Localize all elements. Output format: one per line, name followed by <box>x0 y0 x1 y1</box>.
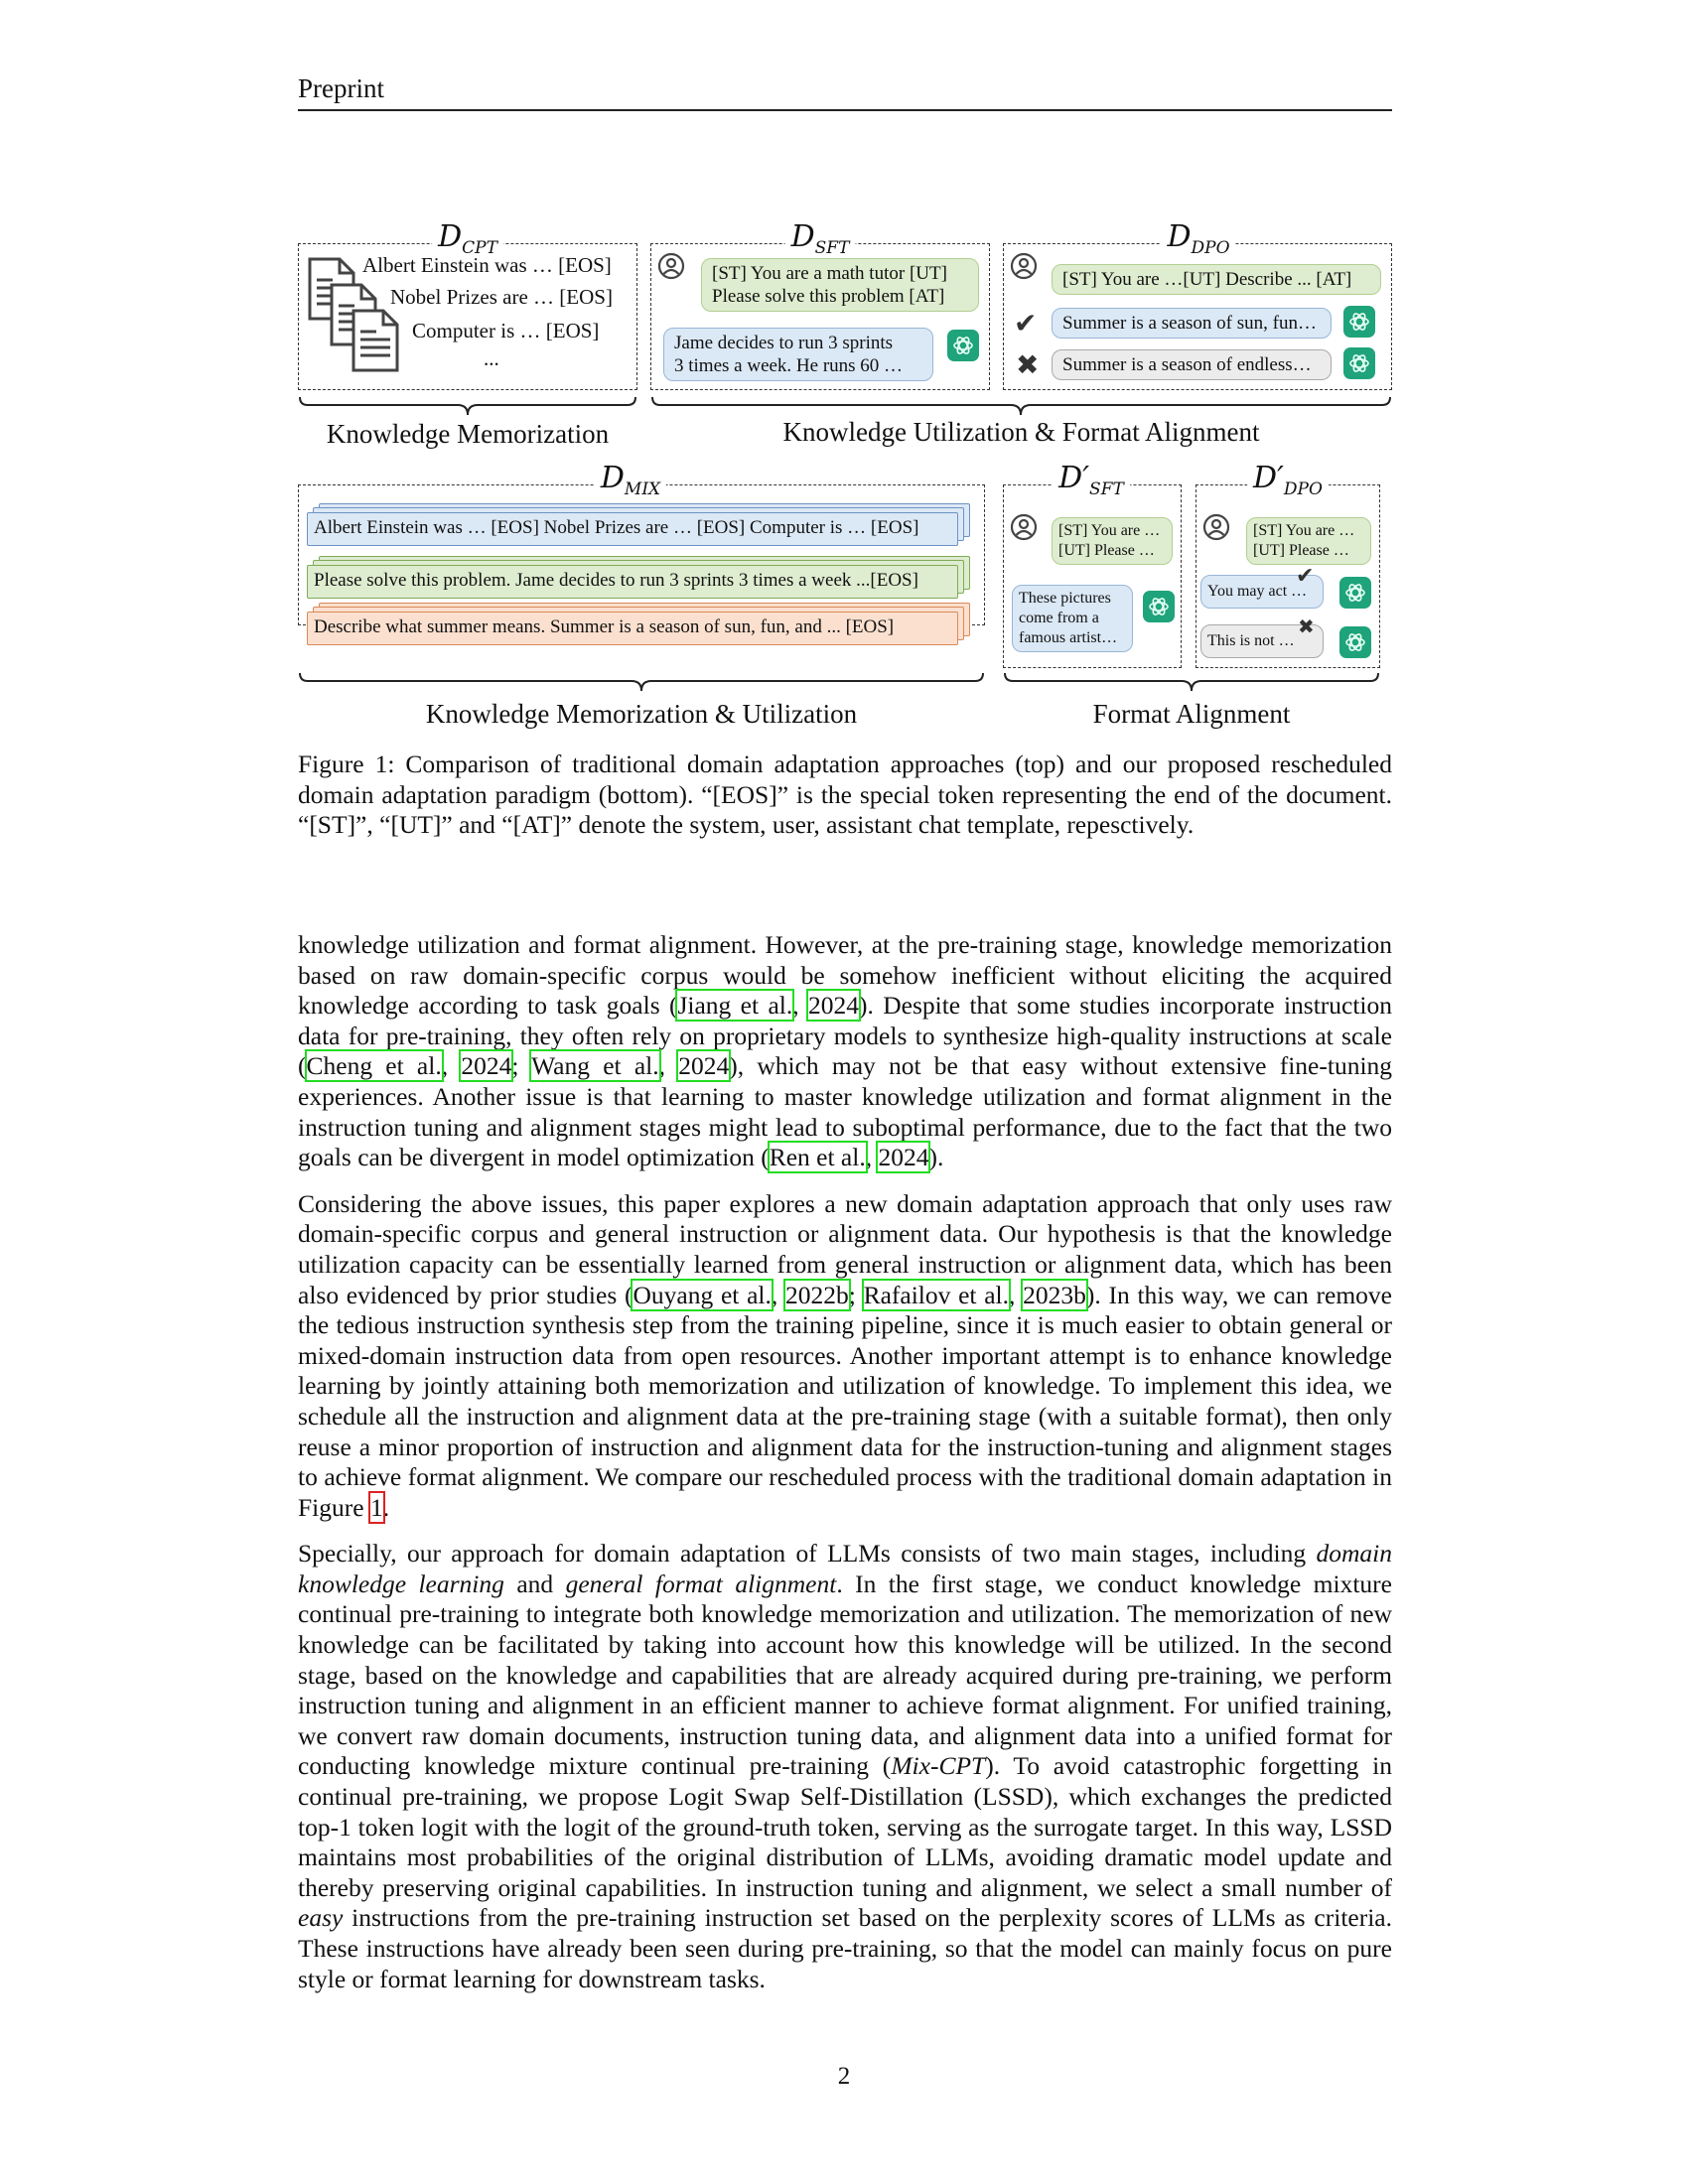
mix-stack-instruction <box>307 556 972 596</box>
chatgpt-icon <box>947 330 979 361</box>
brace-format-alignment <box>1003 671 1380 693</box>
mix-stack-alignment <box>307 609 972 648</box>
chatgpt-icon <box>1339 577 1371 609</box>
rejected-response-bubble: This is not … <box>1200 624 1324 658</box>
dataset-sft-label: $D_{SFT}$ <box>785 222 856 263</box>
dataset-cpt-box <box>298 219 637 390</box>
mix-row-alignment: Describe what summer means. Summer is a season of sun, fun, and ... [EOS] <box>307 612 958 645</box>
dataset-mix-box <box>298 461 985 637</box>
citation-link[interactable]: 2024 <box>461 1051 512 1081</box>
citation-link[interactable]: 2022b <box>784 1280 849 1309</box>
rejected-response-bubble: Summer is a season of endless… <box>1052 349 1332 380</box>
paragraph: knowledge utilization and format alignment. However, at the pre-training stage, knowledge memorization based on raw domain-specific corpus would be somehow inefficient without eliciting the acquired knowledge according to task goals (Jiang et al., 2024). Despite that some studies incorporate instruction data for pre-training, they often rely on proprietary models to synthesize high-quality instructions at scale (Cheng et al., 2024; Wang et al., 2024), which may not be that easy without extensive fine-tuning experiences. Another issue is that learning to master knowledge utilization and format alignment in the instruction tuning and alignment stages might lead to suboptimal performance, due to the fact that the two goals can be divergent in model optimization (Ren et al., 2024). <box>298 930 1393 1172</box>
figure-reference-link[interactable]: 1 <box>369 1492 383 1522</box>
dataset-mix-label: $D_{MIX}$ <box>595 464 666 504</box>
cross-icon: ✖ <box>1298 614 1315 638</box>
citation-link[interactable]: 2023b <box>1023 1280 1086 1309</box>
figure-1 <box>298 219 1392 745</box>
dpo-prompt-bubble: [ST] You are …[UT] Describe ... [AT] <box>1052 264 1381 295</box>
user-icon <box>1010 252 1038 280</box>
user-bubble: [ST] You are … [UT] Please … <box>1052 517 1173 565</box>
brace-label: Knowledge Memorization & Utilization <box>425 699 858 729</box>
dataset-dpo-prime-label: $D'_{DPO}$ <box>1247 464 1329 504</box>
cpt-doc-line: ... <box>484 346 499 370</box>
assistant-bubble: Jame decides to run 3 sprints 3 times a week. He runs 60 … <box>663 328 933 381</box>
citation-link[interactable]: Rafailov et al. <box>863 1280 1010 1309</box>
dataset-sft-box <box>650 219 990 390</box>
citation-link[interactable]: Ren et al. <box>769 1143 866 1172</box>
chatgpt-icon <box>1343 306 1375 338</box>
citation-link[interactable]: Cheng et al. <box>306 1051 442 1081</box>
chosen-response-bubble: You may act … <box>1200 575 1324 609</box>
header-rule <box>298 109 1392 111</box>
user-bubble: [ST] You are … [UT] Please … <box>1246 517 1371 565</box>
brace-label: Knowledge Memorization <box>326 419 610 449</box>
document-icon <box>351 308 400 373</box>
citation-link[interactable]: 2024 <box>807 991 859 1021</box>
citation-link[interactable]: Wang et al. <box>531 1051 659 1081</box>
header-title: Preprint <box>298 73 384 103</box>
assistant-bubble: These pictures come from a famous artist… <box>1012 585 1133 652</box>
user-icon <box>657 252 685 280</box>
dataset-dpo-box <box>1003 219 1392 390</box>
chatgpt-icon <box>1339 626 1371 658</box>
dataset-sft-prime-box <box>1003 461 1182 668</box>
user-icon <box>1202 513 1230 541</box>
cpt-doc-line: Albert Einstein was … [EOS] <box>362 253 612 277</box>
paragraph: Considering the above issues, this paper explores a new domain adaptation approach that only uses raw domain-specific corpus and general instruction or alignment data. Our hypothesis is that the knowledge utilization capacity can be essentially learned from general instruction or alignment data, which has been also evidenced by prior studies (Ouyang et al., 2022b; Rafailov et al., 2023b). In this way, we can remove the tedious instruction synthesis step from the training pipeline, since it is much easier to obtain general or mixed-domain instruction data from open resources. Another important attempt is to enhance knowledge learning by jointly attaining both memorization and utilization of knowledge. To implement this idea, we schedule all the instruction and alignment data at the pre-training stage (with a suitable format), then only reuse a minor proportion of instruction and alignment data for the instruction-tuning and alignment stages to achieve format alignment. We compare our rescheduled process with the traditional domain adaptation in Figure 1. <box>298 1188 1392 1522</box>
dataset-cpt-label: $D_{CPT}$ <box>432 222 503 263</box>
dataset-sft-prime-label: $D'_{SFT}$ <box>1053 464 1130 504</box>
brace-knowledge-memorization <box>298 395 637 417</box>
brace-label: Format Alignment <box>1092 699 1291 729</box>
citation-link[interactable]: 2024 <box>878 1143 929 1172</box>
body-text <box>298 930 1392 2010</box>
mix-row-corpus: Albert Einstein was … [EOS] Nobel Prizes are … [EOS] Computer is … [EOS] <box>307 512 958 546</box>
dataset-dpo-label: $D_{DPO}$ <box>1161 222 1235 263</box>
brace-knowledge-memorization-utilization <box>298 671 985 693</box>
brace-knowledge-utilization <box>650 395 1392 417</box>
cross-icon: ✖ <box>1016 348 1040 381</box>
cpt-doc-line: Nobel Prizes are … [EOS] <box>390 285 613 309</box>
user-bubble: [ST] You are a math tutor [UT] Please solve this problem [AT] <box>701 258 979 312</box>
paragraph: Specially, our approach for domain adaptation of LLMs consists of two main stages, including domain knowledge learning and general format alignment. In the first stage, we conduct knowledge mixture continual pre-training to integrate both knowledge memorization and utilization. The memorization of new knowledge can be facilitated by taking into account how this knowledge will be utilized. In the second stage, based on the knowledge and capabilities that are already acquired during pre-training, we perform instruction tuning and alignment in an efficient manner to achieve format alignment. For unified training, we convert raw domain documents, instruction tuning data, and alignment data into a unified format for conducting knowledge mixture continual pre-training (Mix-CPT). To avoid catastrophic forgetting in continual pre-training, we propose Logit Swap Self-Distillation (LSSD), which exchanges the predicted top-1 token logit with the logit of the ground-truth token, serving as the surrogate target. In this way, LSSD maintains most probabilities of the original distribution of LLMs, avoiding dramatic model update and thereby preserving original capabilities. In instruction tuning and alignment, we select a small number of easy instructions from the pre-training instruction set based on the perplexity scores of LLMs as criteria. These instructions have already been seen during pre-training, so that the model can mainly focus on pure style or format learning for downstream tasks. <box>298 1539 1392 1993</box>
mix-stack-corpus <box>307 503 972 543</box>
citation-link[interactable]: Jiang et al. <box>677 991 793 1021</box>
check-icon: ✔ <box>1296 564 1315 589</box>
page-header <box>298 71 1392 111</box>
page-number: 2 <box>837 2063 851 2090</box>
figure-caption: Figure 1: Comparison of traditional domain adaptation approaches (top) and our proposed rescheduled domain adaptation paradigm (bottom). “[EOS]” is the special token representing the end of the document. “[ST]”, “[UT]” and “[AT]” denote the system, user, assistant chat template, repesctively. <box>298 750 1392 839</box>
mix-row-instruction: Please solve this problem. Jame decides to run 3 sprints 3 times a week ...[EOS] <box>307 565 958 599</box>
check-icon: ✔ <box>1014 307 1038 340</box>
chatgpt-icon <box>1143 591 1175 622</box>
chatgpt-icon <box>1343 347 1375 379</box>
brace-label: Knowledge Utilization & Format Alignment <box>782 417 1260 447</box>
chosen-response-bubble: Summer is a season of sun, fun… <box>1052 308 1332 339</box>
cpt-doc-line: Computer is … [EOS] <box>412 319 600 342</box>
dataset-dpo-prime-box <box>1196 461 1380 668</box>
citation-link[interactable]: Ouyang et al. <box>633 1280 772 1309</box>
citation-link[interactable]: 2024 <box>678 1051 730 1081</box>
user-icon <box>1010 513 1038 541</box>
